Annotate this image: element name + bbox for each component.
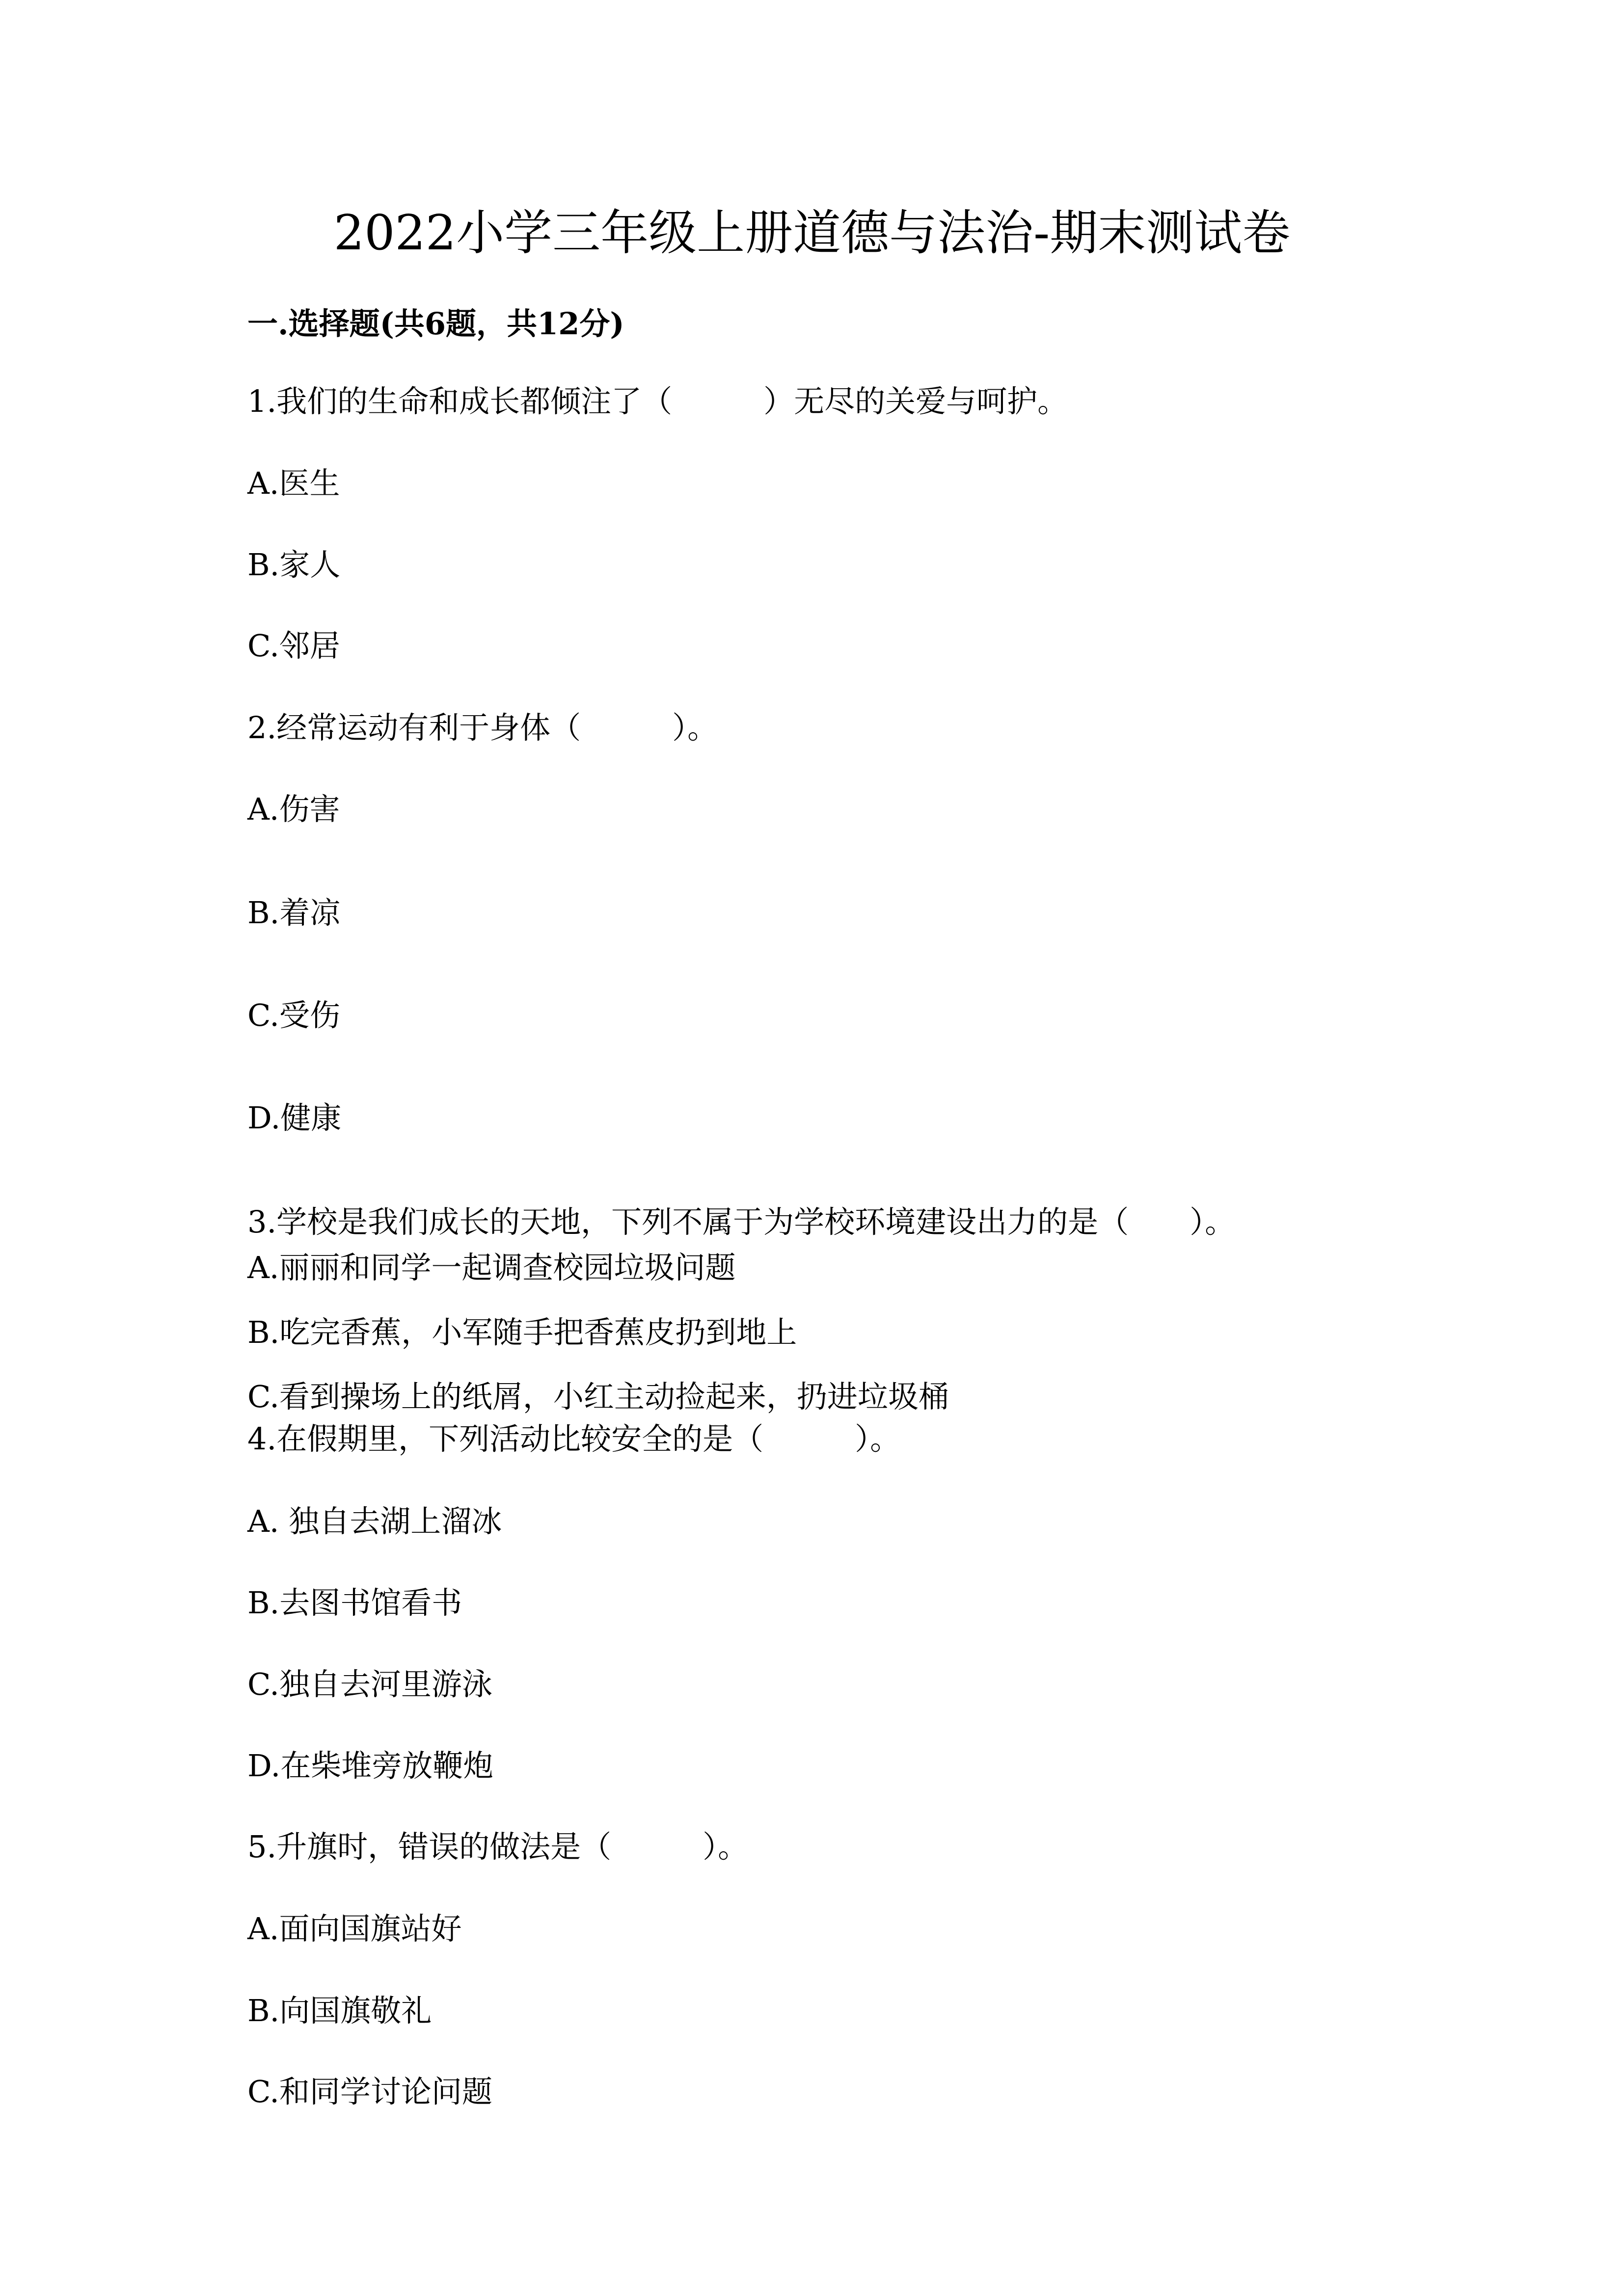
- question-4-option-b: B.去图书馆看书: [247, 1585, 462, 1621]
- question-5-option-a: A.面向国旗站好: [247, 1911, 462, 1947]
- exam-title: 2022小学三年级上册道德与法治-期末测试卷: [333, 205, 1291, 261]
- question-5-option-b: B.向国旗敬礼: [247, 1993, 432, 2029]
- question-2-stem: 2.经常运动有利于身体（ ）。: [247, 710, 718, 746]
- question-3-option-b: B.吃完香蕉，小军随手把香蕉皮扔到地上: [247, 1314, 797, 1350]
- question-2-option-c: C.受伤: [247, 997, 340, 1033]
- question-5-option-c: C.和同学讨论问题: [247, 2074, 492, 2109]
- section-heading: 一.选择题(共6题，共12分): [247, 306, 624, 342]
- question-1-option-a: A.医生: [247, 465, 340, 501]
- question-4-stem: 4.在假期里，下列活动比较安全的是（ ）。: [247, 1421, 901, 1457]
- question-3-option-a: A.丽丽和同学一起调查校园垃圾问题: [247, 1250, 736, 1285]
- question-2-option-b: B.着凉: [247, 895, 341, 931]
- question-2-option-a: A.伤害: [247, 791, 340, 827]
- question-4-option-a: A. 独自去湖上溜冰: [247, 1503, 502, 1539]
- question-1-option-b: B.家人: [247, 547, 341, 583]
- question-3-stem: 3.学校是我们成长的天地，下列不属于为学校环境建设出力的是（ ）。: [247, 1204, 1236, 1240]
- question-1-option-c: C.邻居: [247, 628, 340, 664]
- question-5-stem: 5.升旗时，错误的做法是（ ）。: [247, 1829, 749, 1865]
- question-4-option-d: D.在柴堆旁放鞭炮: [247, 1748, 494, 1784]
- question-4-option-c: C.独自去河里游泳: [247, 1666, 492, 1702]
- question-3-option-c: C.看到操场上的纸屑，小红主动捡起来，扔进垃圾桶: [247, 1379, 949, 1415]
- question-2-option-d: D.健康: [247, 1100, 342, 1136]
- question-1-stem: 1.我们的生命和成长都倾注了（ ）无尽的关爱与呵护。: [247, 383, 1068, 419]
